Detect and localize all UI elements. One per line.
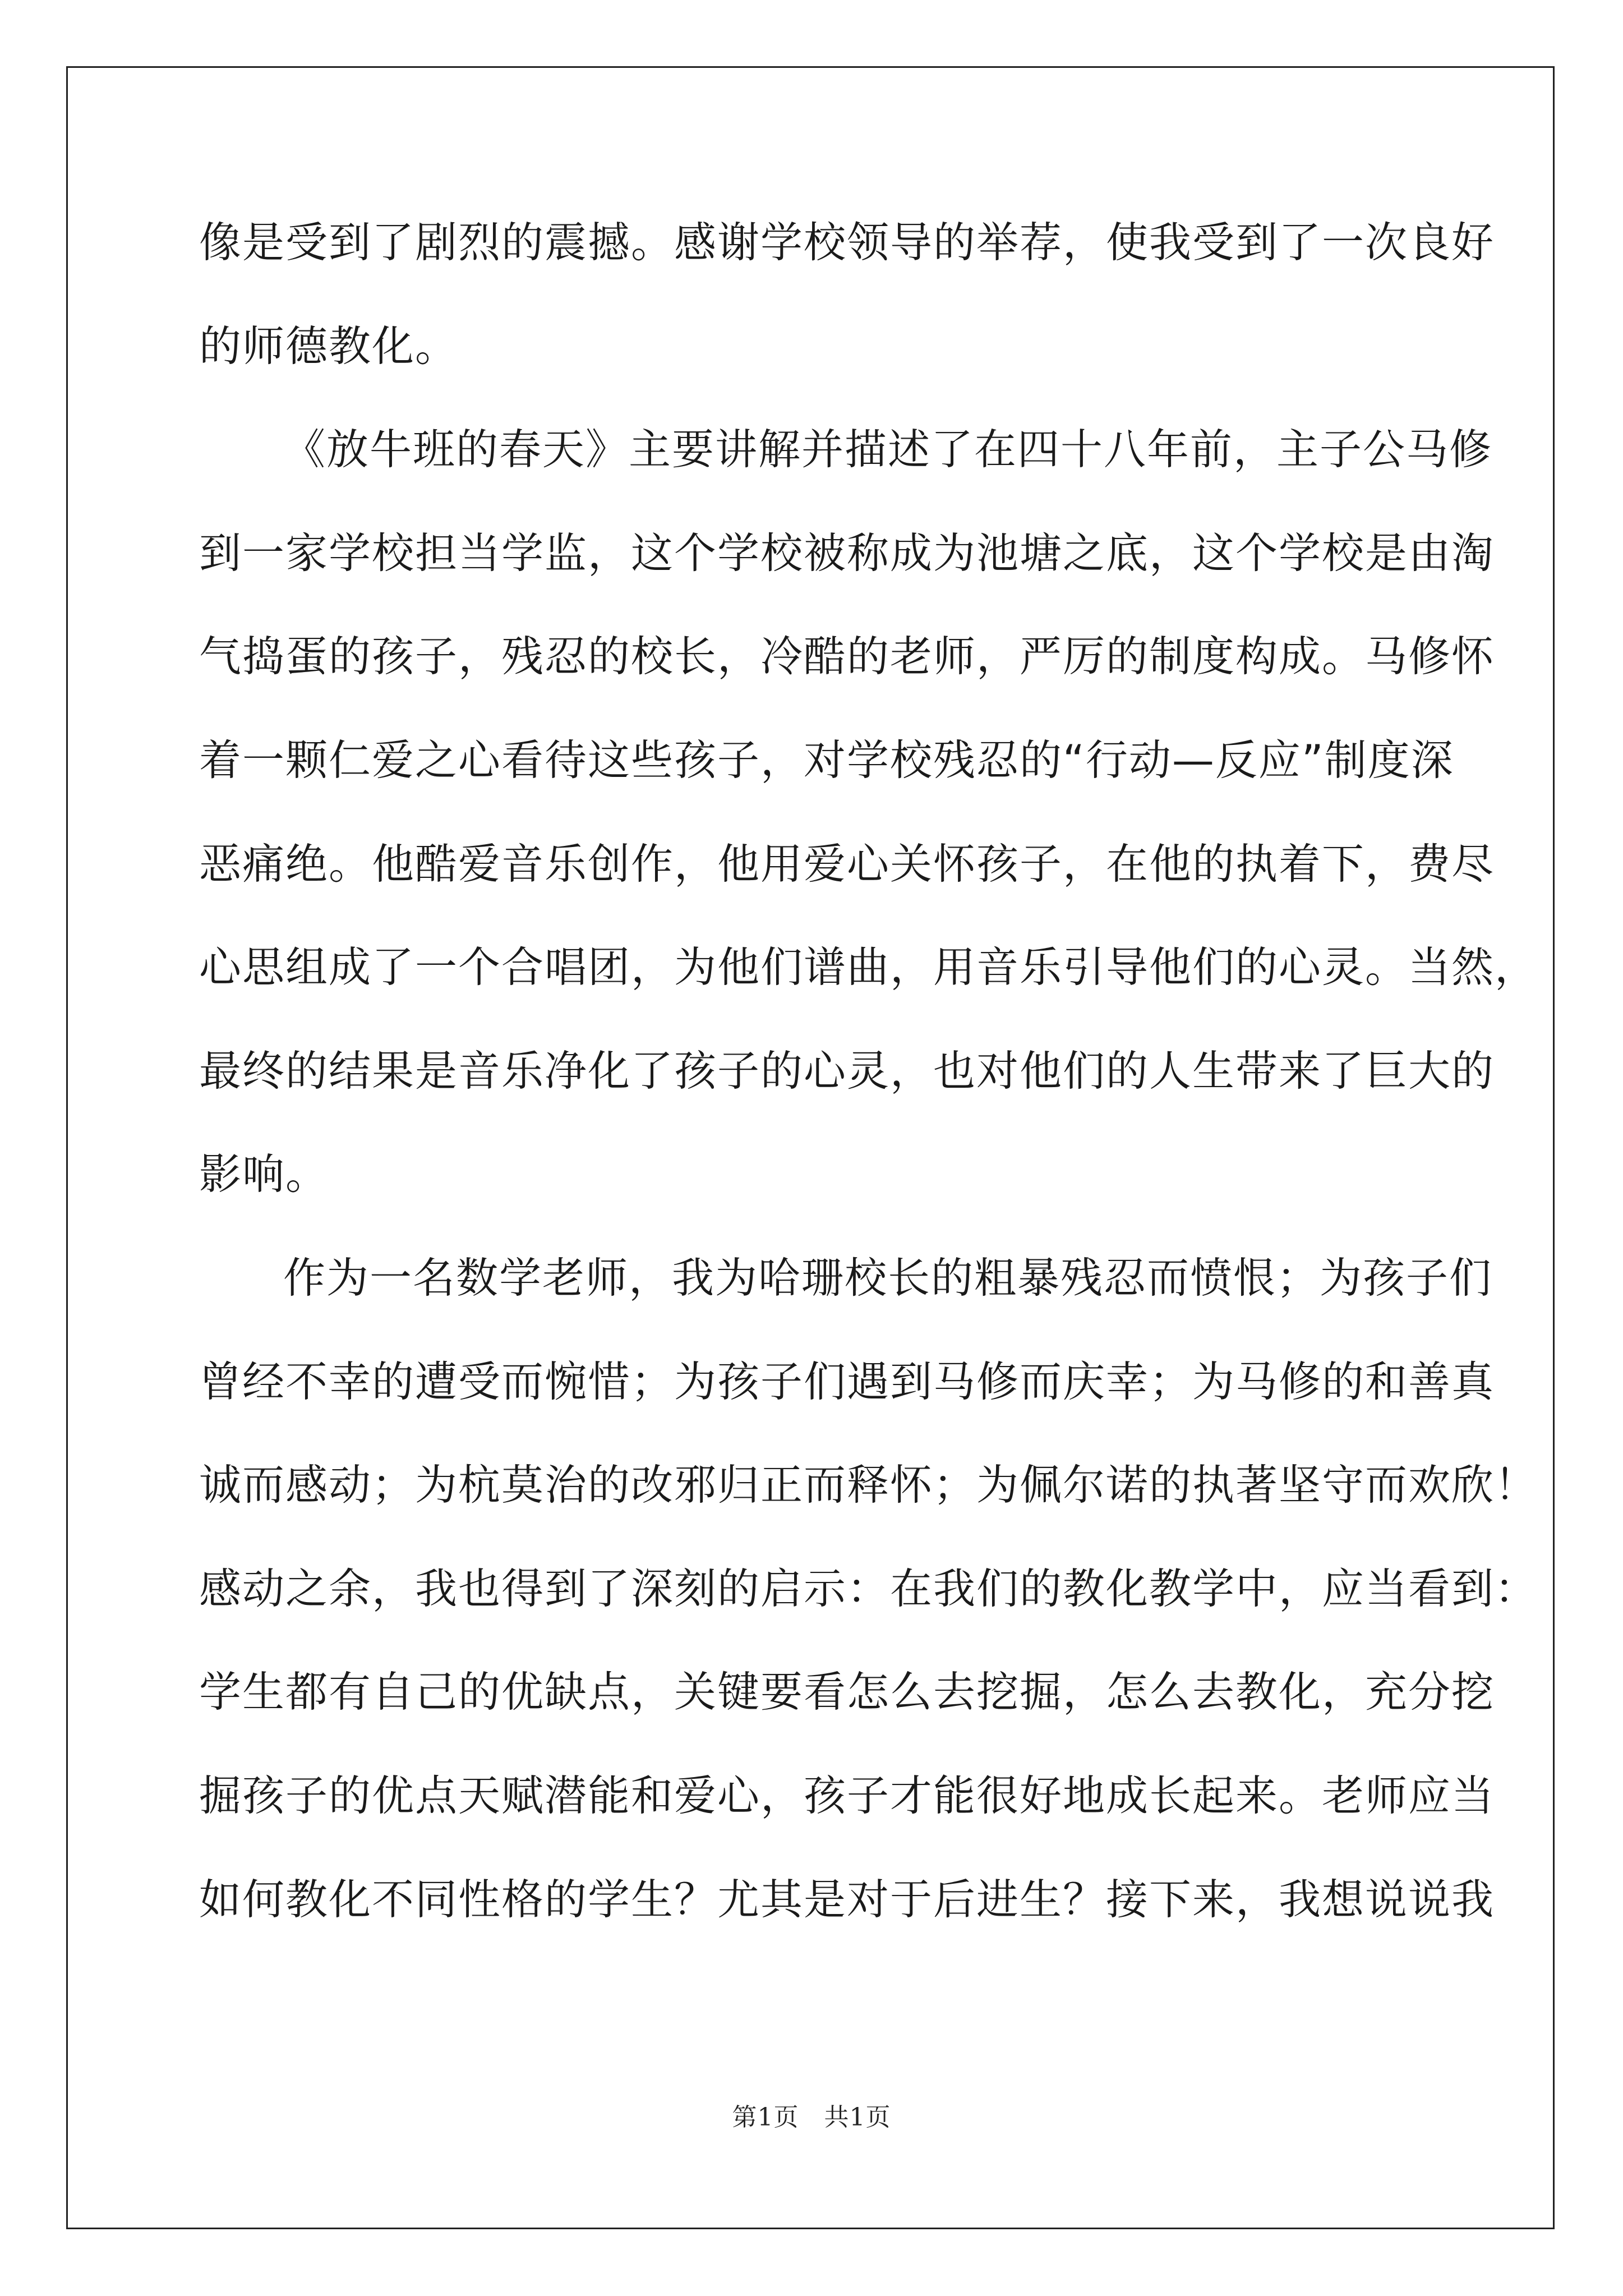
paragraph-line: 感动之余，我也得到了深刻的启示：在我们的教化教学中，应当看到： [199,1563,1538,1613]
paragraph-line: 心思组成了一个合唱团，为他们谱曲，用音乐引导他们的心灵。当然， [199,942,1538,992]
paragraph-line: 曾经不幸的遭受而惋惜；为孩子们遇到马修而庆幸；为马修的和善真 [199,1356,1495,1406]
paragraph-line: 最终的结果是音乐净化了孩子的心灵，也对他们的人生带来了巨大的 [199,1046,1495,1096]
paragraph-line: 掘孩子的优点天赋潜能和爱心，孩子才能很好地成长起来。老师应当 [199,1770,1495,1820]
paragraph-line: 恶痛绝。他酷爱音乐创作，他用爱心关怀孩子，在他的执着下，费尽 [199,839,1495,889]
paragraph-line: 像是受到了剧烈的震撼。感谢学校领导的举荐，使我受到了一次良好 [199,218,1495,267]
paragraph-line: 如何教化不同性格的学生？尤其是对于后进生？接下来，我想说说我 [199,1874,1495,1924]
paragraph-line: 学生都有自己的优缺点，关键要看怎么去挖掘，怎么去教化，充分挖 [199,1667,1495,1717]
paragraph-line: 气捣蛋的孩子，残忍的校长，冷酷的老师，严厉的制度构成。马修怀 [199,632,1495,682]
paragraph-line: 作为一名数学老师，我为哈珊校长的粗暴残忍而愤恨；为孩子们 [283,1253,1493,1303]
page-footer [0,2097,1623,2133]
document-body [199,215,1538,1976]
paragraph-line: 《放牛班的春天》主要讲解并描述了在四十八年前，主子公马修 [283,425,1493,475]
paragraph-line: 影响。 [199,1149,329,1199]
paragraph-line: 诚而感动；为杭莫治的改邪归正而释怀；为佩尔诺的执著坚守而欢欣！ [199,1460,1538,1510]
paragraph-line: 着一颗仁爱之心看待这些孩子，对学校残忍的“行动—反应”制度深 [199,735,1454,785]
paragraph-line: 的师德教化。 [199,321,459,371]
paragraph-line: 到一家学校担当学监，这个学校被称成为池塘之底，这个学校是由淘 [199,528,1495,578]
page-number: 第1页 共1页 [732,2103,891,2132]
